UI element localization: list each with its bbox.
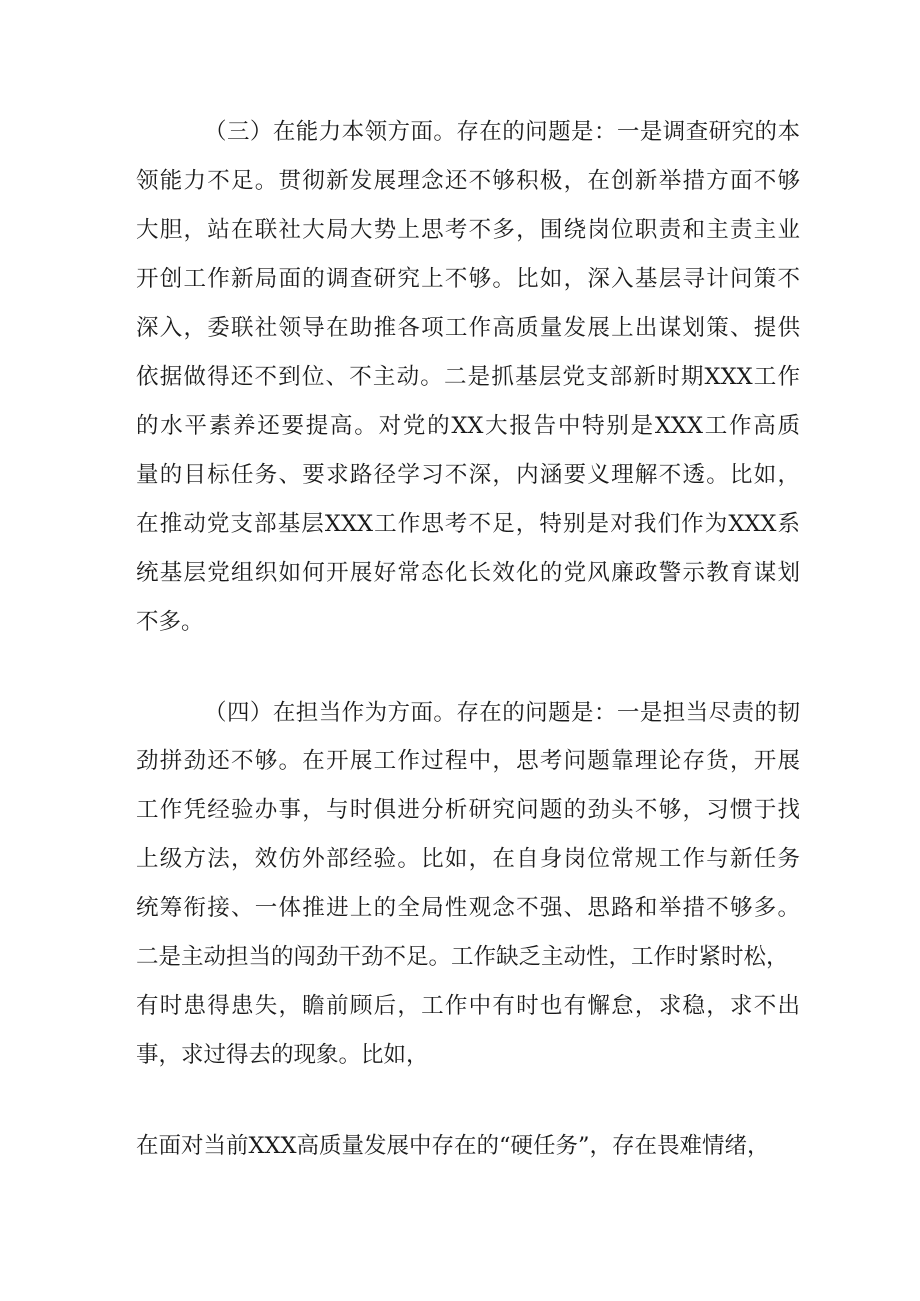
text-line: 二是主动担当的闯劲干劲不足。工作缺乏主动性，工作时紧时松， [136,944,789,970]
text-line: 大胆，站在联社大局大势上思考不多，围绕岗位职责和主责主业 [136,217,800,243]
text-line: 统基层党组织如何开展好常态化长效化的党风廉政警示教育谋划 [136,560,800,586]
text-line: 劲拼劲还不够。在开展工作过程中，思考问题靠理论存货，开展 [136,748,800,774]
text-line: （三）在能力本领方面。存在的问题是：一是调查研究的本 [204,119,800,145]
text-line: 工作凭经验办事，与时俱进分析研究问题的劲头不够，习惯于找 [136,797,800,823]
text-line: 在面对当前XXX高质量发展中存在的“硬任务”，存在畏难情绪， [136,1133,770,1159]
text-line: 事，求过得去的现象。比如， [136,1042,429,1068]
text-line: 不多。 [136,609,204,635]
text-line: 量的目标任务、要求路径学习不深，内涵要义理解不透。比如， [136,462,800,488]
text-line: 有时患得患失，瞻前顾后，工作中有时也有懈怠，求稳，求不出 [136,993,800,1019]
text-line: 的水平素养还要提高。对党的XX大报告中特别是XXX工作高质 [136,413,800,439]
text-line: 依据做得还不到位、不主动。二是抓基层党支部新时期XXX工作 [136,364,800,390]
text-line: 领能力不足。贯彻新发展理念还不够积极，在创新举措方面不够 [136,168,800,194]
text-line: 上级方法，效仿外部经验。比如，在自身岗位常规工作与新任务 [136,846,800,872]
text-line: 在推动党支部基层XXX工作思考不足，特别是对我们作为XXX系 [136,511,800,537]
text-line: 统筹衔接、一体推进上的全局性观念不强、思路和举措不够多。 [136,895,800,921]
text-line: 深入，委联社领导在助推各项工作高质量发展上出谋划策、提供 [136,315,800,341]
text-line: （四）在担当作为方面。存在的问题是：一是担当尽责的韧 [204,700,800,726]
text-line: 开创工作新局面的调查研究上不够。比如，深入基层寻计问策不 [136,266,800,292]
